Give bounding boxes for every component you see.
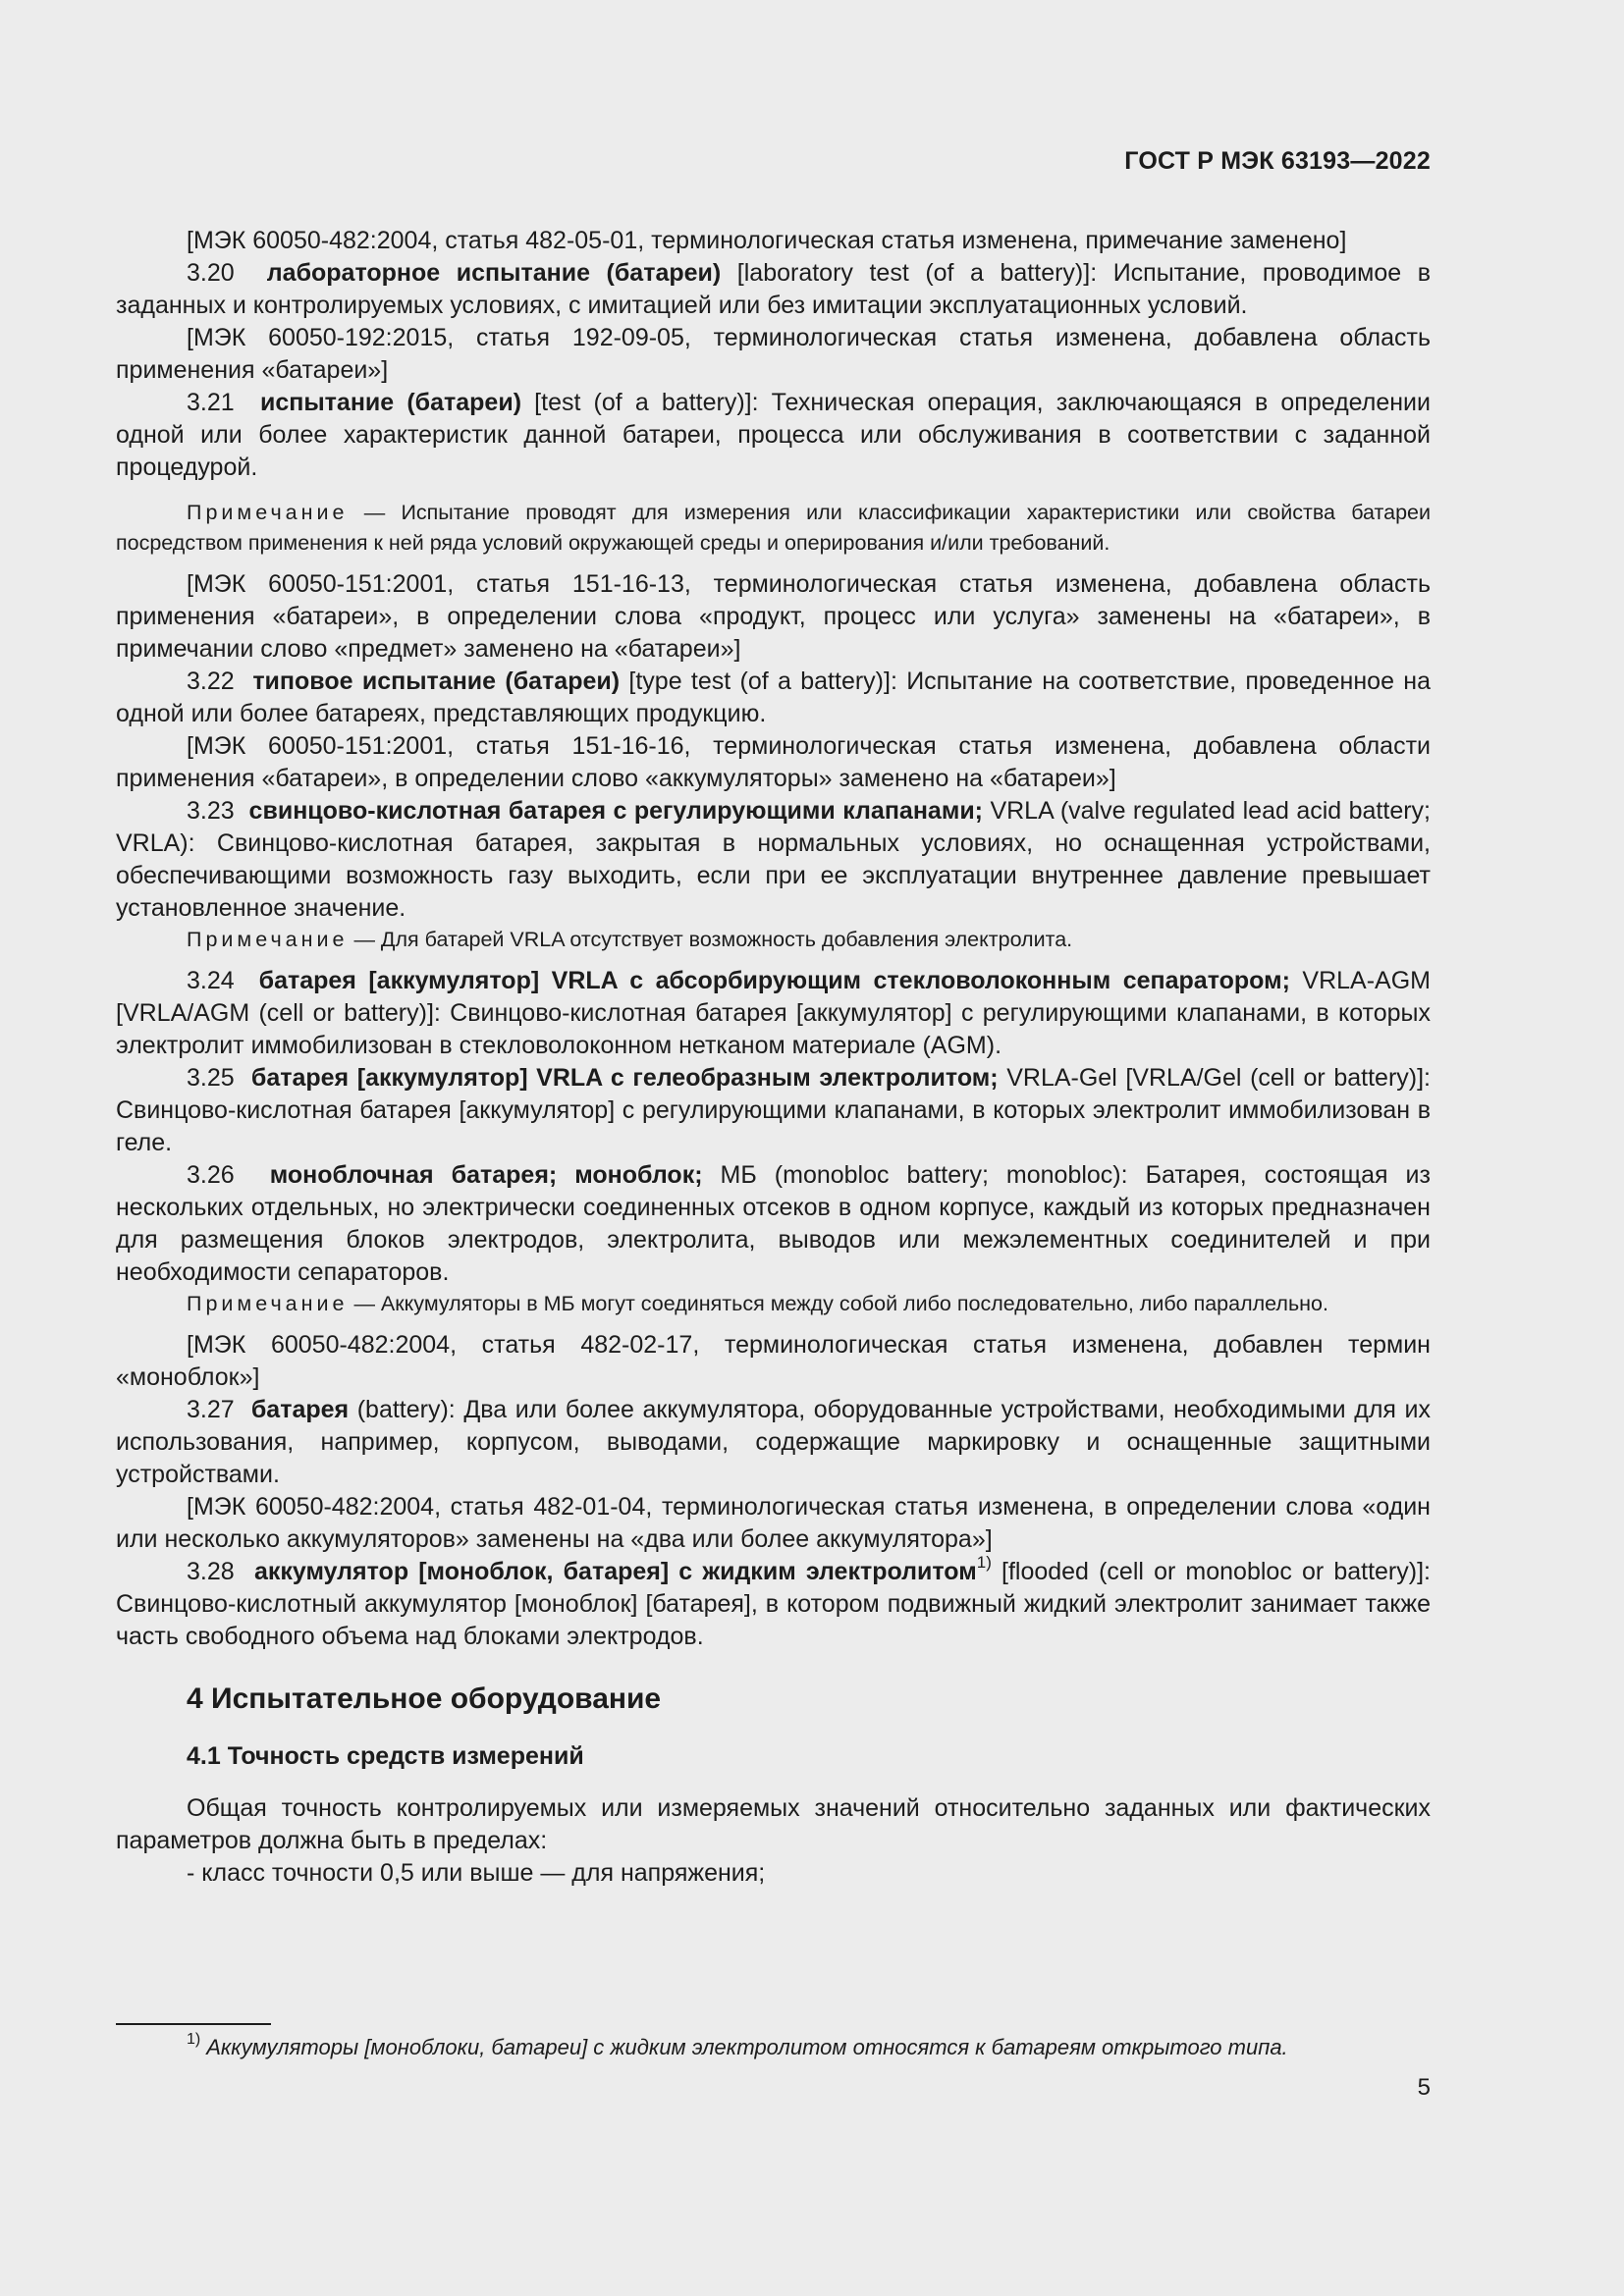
footnote-reference: 1): [976, 1552, 992, 1572]
term-title: батарея [аккумулятор] VRLA с абсорбирующим стекловолоконным сепаратором;: [258, 967, 1290, 994]
term-number: 3.28: [187, 1558, 235, 1585]
note-text: — Испытание проводят для измерения или классификации характеристики или свойства батареи посредством применения к ней ряда условий окружающей среды и оперирования и/или требований.: [116, 501, 1431, 555]
term-3-24: [116, 965, 1431, 1062]
note-label: Примечание: [187, 928, 349, 951]
term-definition: [test (of a battery)]: Техническая операция, заключающаяся в определении одной или более характеристик данной батареи, процесса или обслуживания в соответствии с заданной процедурой.: [116, 389, 1431, 481]
term-3-22: [116, 666, 1431, 730]
term-definition: VRLA-AGM [VRLA/AGM (cell or battery)]: Свинцово-кислотная батарея [аккумулятор] с регулирующими клапанами, в которых электролит иммобилизован в стекловолоконном нетканом материале (AGM).: [116, 967, 1431, 1059]
term-3-25: [116, 1062, 1431, 1159]
term-number: 3.20: [187, 259, 235, 287]
term-number: 3.22: [187, 667, 235, 695]
term-number: 3.27: [187, 1396, 235, 1423]
term-title: испытание (батареи): [259, 389, 522, 416]
reference-paragraph: [МЭК 60050-192:2015, статья 192-09-05, терминологическая статья изменена, добавлена область применения «батареи»]: [116, 324, 1431, 384]
body-paragraph: Общая точность контролируемых или измеряемых значений относительно заданных или фактических параметров должна быть в пределах:: [116, 1794, 1431, 1854]
term-number: 3.26: [187, 1161, 235, 1189]
note-text: — Для батарей VRLA отсутствует возможность добавления электролита.: [353, 928, 1073, 951]
term-number: 3.23: [187, 797, 235, 825]
term-title: моноблочная батарея; моноблок;: [269, 1161, 703, 1189]
term-3-26: [116, 1159, 1431, 1289]
term-number: 3.21: [187, 389, 235, 416]
term-3-21: [116, 387, 1431, 484]
term-title: свинцово-кислотная батарея с регулирующими клапанами;: [248, 797, 984, 825]
term-title: батарея: [250, 1396, 350, 1423]
term-title: типовое испытание (батареи): [252, 667, 621, 695]
note-label: Примечание: [187, 501, 349, 524]
term-number: 3.24: [187, 967, 235, 994]
reference-paragraph: [МЭК 60050-482:2004, статья 482-01-04, терминологическая статья изменена, в определении слова «один или несколько аккумуляторов» заменены на «два или более аккумулятора»]: [116, 1493, 1431, 1553]
term-title: аккумулятор [моноблок, батарея] с жидким электролитом: [253, 1558, 977, 1585]
term-title: лабораторное испытание (батареи): [266, 259, 722, 287]
note-text: — Аккумуляторы в МБ могут соединяться между собой либо последовательно, либо параллельно.: [353, 1292, 1328, 1315]
footnote-divider: [116, 2023, 271, 2025]
document-header: ГОСТ Р МЭК 63193—2022: [1124, 147, 1431, 175]
term-definition: [flooded (cell or monobloc or battery)]: Свинцово-кислотный аккумулятор [моноблок] [батарея], в котором подвижный жидкий электролит занимает также часть свободного объема над блоками электродов.: [116, 1558, 1431, 1650]
page-number: 5: [1417, 2074, 1431, 2101]
term-3-27: [116, 1394, 1431, 1491]
term-3-23: [116, 795, 1431, 925]
footnote-mark: 1): [187, 2030, 201, 2048]
term-definition: VRLA (valve regulated lead acid battery; VRLA): Свинцово-кислотная батарея, закрытая в нормальных условиях, но оснащенная устройствами, обеспечивающими возможность газу выходить, если при ее эксплуатации внутреннее давление превышает установленное значение.: [116, 797, 1431, 922]
footnote-text: Аккумуляторы [моноблоки, батареи] с жидким электролитом относятся к батареям открытого типа.: [206, 2035, 1288, 2059]
term-definition: [laboratory test (of a battery)]: Испытание, проводимое в заданных и контролируемых условиях, с имитацией или без имитации эксплуатационных условий.: [116, 259, 1431, 319]
section-heading: 4 Испытательное оборудование: [187, 1682, 662, 1715]
list-item: - класс точности 0,5 или выше — для напряжения;: [187, 1859, 766, 1887]
term-definition: (battery): Два или более аккумулятора, оборудованные устройствами, необходимыми для их использования, например, корпусом, выводами, содержащие маркировку и оснащенные защитными устройствами.: [116, 1396, 1431, 1488]
footnote: [187, 2032, 1431, 2062]
reference-paragraph: [МЭК 60050-151:2001, статья 151-16-13, терминологическая статья изменена, добавлена область применения «батареи», в определении слова «продукт, процесс или услуга» заменены на «батареи», в примечании слово «предмет» заменено на «батареи»]: [116, 570, 1431, 663]
term-definition: МБ (monobloc battery; monobloc): Батарея, состоящая из нескольких отдельных, но электрически соединенных отсеков в одном корпусе, каждый из которых предназначен для размещения блоков электродов, электролита, выводов или межэлементных соединителей и при необходимости сепараторов.: [116, 1161, 1431, 1286]
term-number: 3.25: [187, 1064, 235, 1092]
reference-paragraph: [МЭК 60050-482:2004, статья 482-05-01, терминологическая статья изменена, примечание заменено]: [187, 227, 1347, 254]
term-definition: [type test (of a battery)]: Испытание на соответствие, проведенное на одной или более батареях, представляющих продукцию.: [116, 667, 1431, 727]
term-title: батарея [аккумулятор] VRLA с гелеобразным электролитом;: [250, 1064, 999, 1092]
reference-paragraph: [МЭК 60050-482:2004, статья 482-02-17, терминологическая статья изменена, добавлен термин «моноблок»]: [116, 1331, 1431, 1391]
reference-paragraph: [МЭК 60050-151:2001, статья 151-16-16, терминологическая статья изменена, добавлена области применения «батареи», в определении слово «аккумуляторы» заменено на «батареи»]: [116, 732, 1431, 792]
note-paragraph: [116, 925, 1431, 955]
note-label: Примечание: [187, 1292, 349, 1315]
subsection-heading: 4.1 Точность средств измерений: [187, 1742, 584, 1770]
term-definition: VRLA-Gel [VRLA/Gel (cell or battery)]: Свинцово-кислотная батарея [аккумулятор] с регулирующими клапанами, в которых электролит иммобилизован в геле.: [116, 1064, 1431, 1156]
note-paragraph: [116, 498, 1431, 559]
note-paragraph: [116, 1289, 1431, 1319]
page-content: [116, 225, 1431, 1890]
term-3-20: [116, 257, 1431, 322]
term-3-28: [116, 1552, 1431, 1653]
